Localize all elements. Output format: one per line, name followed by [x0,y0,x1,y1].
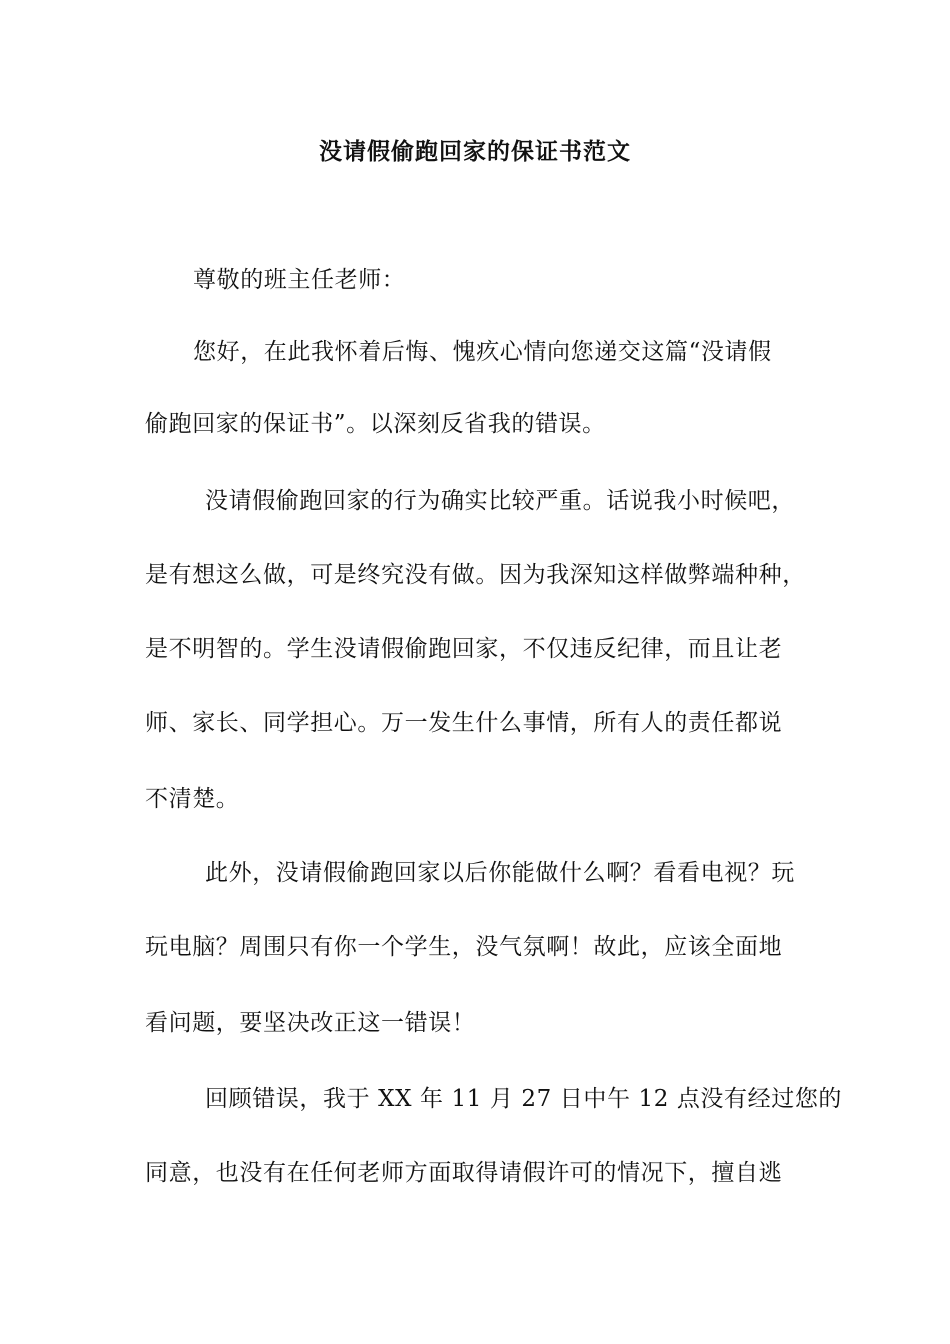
paragraph-line: 是不明智的。学生没请假偷跑回家，不仅违反纪律，而且让老 [145,636,783,662]
paragraph-line: 偷跑回家的保证书”。以深刻反省我的错误。 [145,411,606,437]
paragraph-line: 玩电脑？周围只有你一个学生，没气氛啊！故此，应该全面地 [145,934,783,960]
paragraph-line: 是有想这么做，可是终究没有做。因为我深知这样做弊端种种， [145,562,806,588]
paragraph-line: 同意，也没有在任何老师方面取得请假许可的情况下，擅自逃 [145,1160,783,1186]
paragraph-line: 不清楚。 [145,786,240,812]
paragraph-line: 回顾错误，我于 XX 年 11 月 27 日中午 12 点没有经过您的 [205,1086,843,1112]
paragraph-line: 此外，没请假偷跑回家以后你能做什么啊？看看电视？玩 [205,860,795,886]
paragraph-line: 看问题，要坚决改正这一错误！ [145,1010,476,1036]
paragraph-line: 没请假偷跑回家的行为确实比较严重。话说我小时候吧， [205,488,795,514]
salutation-line: 尊敬的班主任老师： [193,267,406,293]
document-title: 没请假偷跑回家的保证书范文 [319,138,631,165]
paragraph-line: 师、家长、同学担心。万一发生什么事情，所有人的责任都说 [145,710,783,736]
paragraph-line: 您好，在此我怀着后悔、愧疚心情向您递交这篇“没请假 [193,339,772,365]
